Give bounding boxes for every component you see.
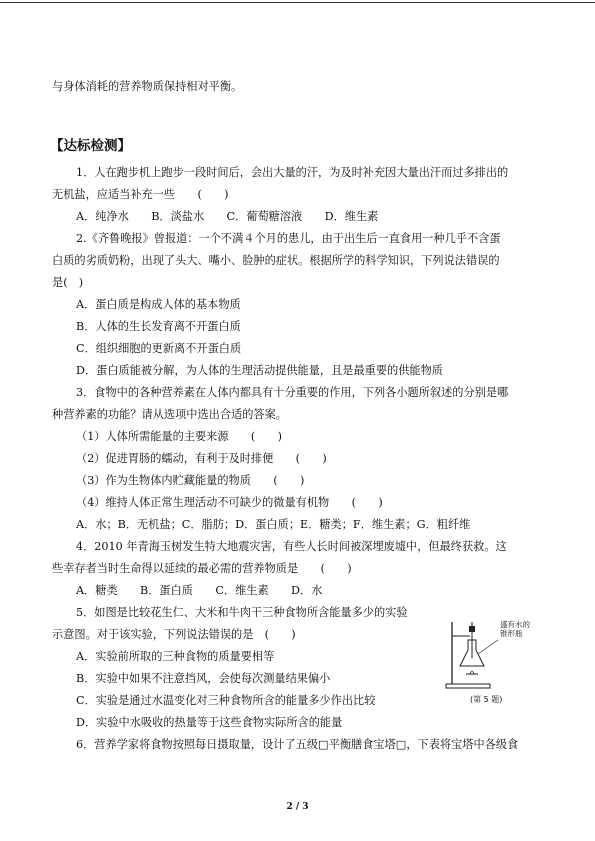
text-line: （4）维持人体正常生理活动不可缺少的微量有机物 ( )	[76, 496, 383, 509]
text-line: A．实验前所取的三种食物的质量要相等	[76, 650, 275, 663]
figure-label	[500, 620, 530, 638]
text-line: （3）作为生物体内贮藏能量的物质 ( )	[76, 474, 305, 487]
text-line: D．实验中水吸收的热量等于这些食物实际所含的能量	[76, 716, 343, 729]
text-line: 4．2010 年青海玉树发生特大地震灾害，有些人长时间被深埋废墟中，但最终获救。这	[76, 540, 507, 553]
figure-label-line2: 锥形瓶	[500, 629, 523, 638]
figure-caption: (第 5 题)	[470, 695, 503, 704]
text-line: D．蛋白质能被分解，为人体的生理活动提供能量，且是最重要的供能物质	[76, 364, 443, 377]
text-line: 示意图。对于该实验，下列说法错误的是 ( )	[52, 628, 296, 641]
section-heading: 【达标检测】	[50, 138, 131, 154]
text-line: A．水；B．无机盐；C．脂肪；D．蛋白质；E．糖类；F．维生素；G．粗纤维	[76, 518, 471, 531]
text-line: A．蛋白质是构成人体的基本物质	[76, 298, 241, 311]
page-number: 2 / 3	[286, 802, 309, 812]
text-line: 2.《齐鲁晚报》曾报道：一个不满４个月的患儿，由于出生后一直食用一种几乎不含蛋	[76, 232, 501, 245]
text-line: （1）人体所需能量的主要来源 ( )	[76, 430, 283, 443]
intro-line: 与身体消耗的营养物质保持相对平衡。	[52, 80, 243, 93]
text-line: 6．营养学家将食物按照每日摄取量，设计了五级□平衡膳食宝塔□，下表将宝塔中各级食	[76, 738, 519, 751]
text-line: 种营养素的功能？请从选项中选出合适的答案。	[52, 408, 287, 421]
text-line: C．实验是通过水温变化对三种食物所含的能量多少作出比较	[76, 694, 376, 707]
text-line: A．糖类 B．蛋白质 C．维生素 D．水	[76, 584, 323, 597]
text-line: A．纯净水 B．淡盐水 C．葡萄糖溶液 D．维生素	[76, 210, 379, 223]
top-rule	[0, 2, 595, 3]
text-line: 是( )	[52, 276, 84, 289]
text-line: C．组织细胞的更新离不开蛋白质	[76, 342, 242, 355]
text-line: 些幸存者当时生命得以延续的最必需的营养物质是 ( )	[52, 562, 352, 575]
figure-label-line1: 盛有水的	[500, 620, 530, 629]
text-line: （2）促进胃肠的蠕动，有利于及时排便 ( )	[76, 452, 327, 465]
text-line: 5．如图是比较花生仁、大米和牛肉干三种食物所含能量多少的实验	[76, 606, 408, 619]
text-line: 1．人在跑步机上跑步一段时间后，会出大量的汗，为及时补充因大量出汗而过多排出的	[76, 166, 509, 179]
text-line: B．实验中如果不注意挡风，会使每次测量结果偏小	[76, 672, 331, 685]
text-line: 3．食物中的各种营养素在人体内都具有十分重要的作用，下列各小题所叙述的分别是哪	[76, 386, 509, 399]
text-line: B．人体的生长发育离不开蛋白质	[76, 320, 241, 333]
text-line: 白质的劣质奶粉，出现了头大、嘴小、脸肿的症状。根据所学的科学知识，下列说法错误的	[52, 254, 500, 267]
text-line: 无机盐，应适当补充一些 ( )	[52, 188, 229, 201]
